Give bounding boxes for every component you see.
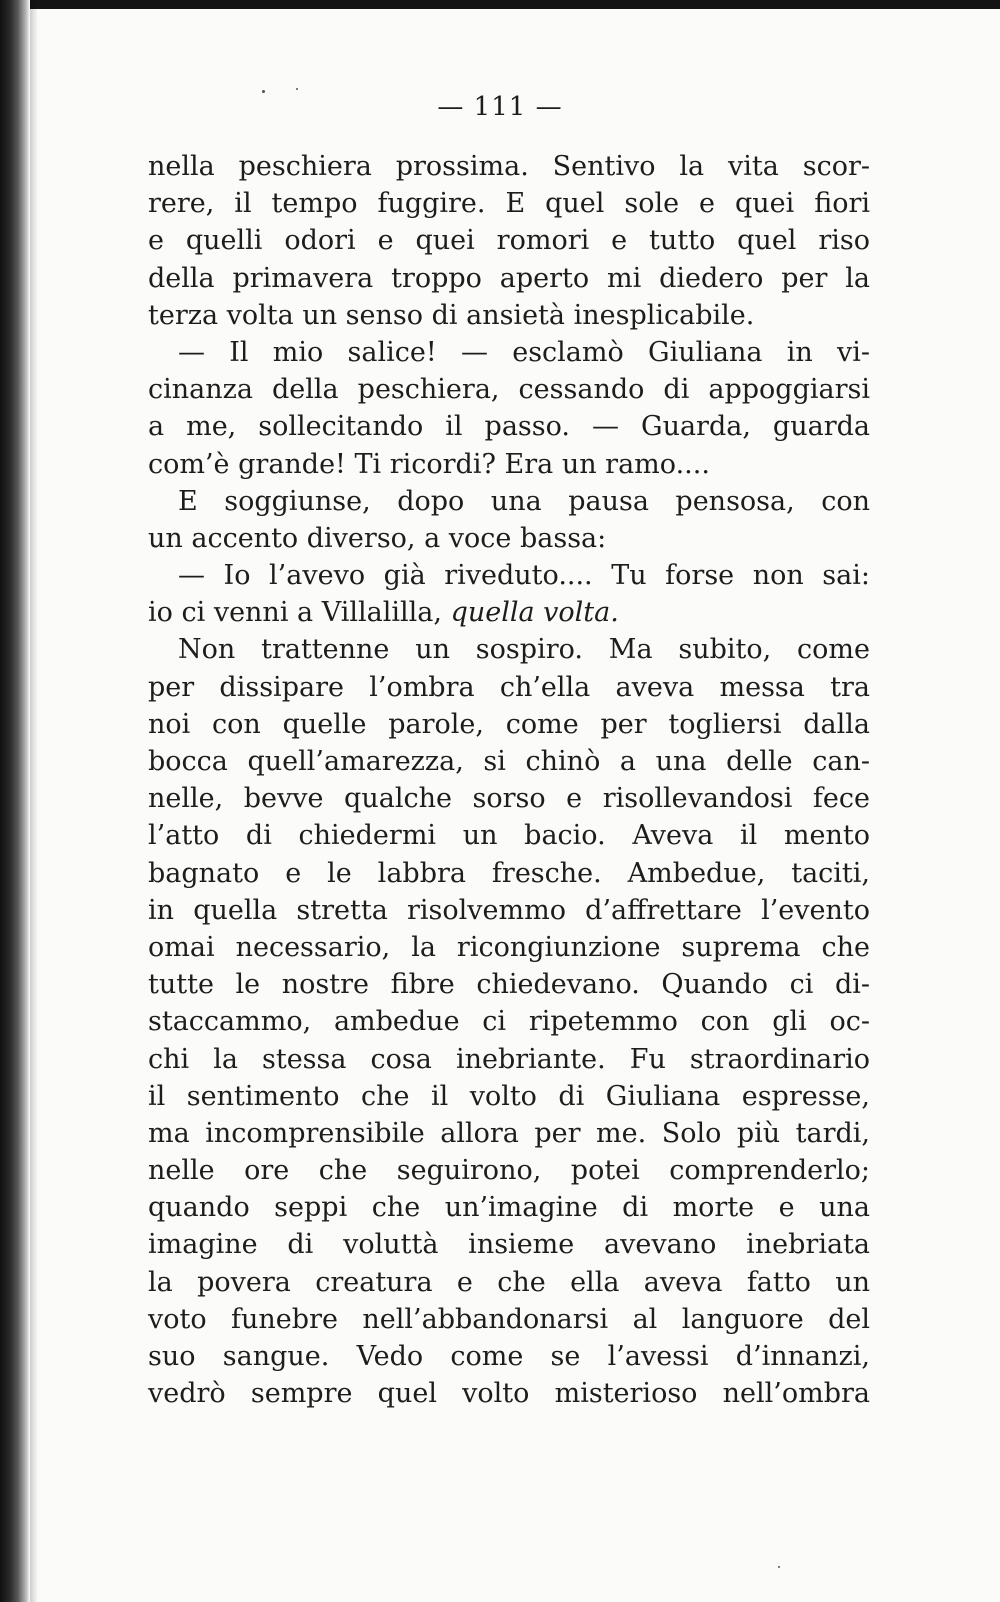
text-line: chi la stessa cosa inebriante. Fu straordinario bbox=[148, 1043, 870, 1075]
text-line: tutte le nostre fibre chiedevano. Quando ci di- bbox=[148, 969, 870, 1001]
text-line: un accento diverso, a voce bassa: bbox=[148, 522, 607, 554]
print-speck bbox=[296, 88, 298, 90]
text-line: omai necessario, la ricongiunzione suprema che bbox=[148, 931, 870, 963]
text-line: il sentimento che il volto di Giuliana espresse, bbox=[148, 1080, 870, 1112]
text-line: rere, il tempo fuggire. E quel sole e quei fiori bbox=[148, 188, 870, 220]
text-line: voto funebre nell’abbandonarsi al languore del bbox=[148, 1303, 870, 1335]
text-line: — Il mio salice! — esclamò Giuliana in vi- bbox=[178, 336, 870, 368]
book-gutter-shadow bbox=[0, 0, 30, 1602]
text-line: quando seppi che un’imagine di morte e una bbox=[148, 1192, 870, 1224]
text-line: in quella stretta risolvemmo d’affrettare l’evento bbox=[148, 894, 870, 926]
italic-phrase: quella volta. bbox=[450, 597, 619, 629]
text-line: la povera creatura e che ella aveva fatto un bbox=[148, 1266, 870, 1298]
text-line: noi con quelle parole, come per togliersi dalla bbox=[148, 708, 870, 740]
text-line-with-italic bbox=[148, 594, 870, 631]
text-line: bagnato e le labbra fresche. Ambedue, taciti, bbox=[148, 857, 870, 889]
text-line: com’è grande! Ti ricordi? Era un ramo.... bbox=[148, 448, 710, 480]
text-line: nelle, bevve qualche sorso e risollevandosi fece bbox=[148, 783, 870, 815]
text-line: suo sangue. Vedo come se l’avessi d’innanzi, bbox=[148, 1341, 870, 1372]
text-segment: io ci venni a Villalilla, bbox=[148, 597, 442, 629]
text-line: staccammo, ambedue ci ripetemmo con gli oc- bbox=[148, 1006, 870, 1038]
text-line: nelle ore che seguirono, potei comprenderlo; bbox=[148, 1155, 870, 1187]
text-line: della primavera troppo aperto mi diedero per la bbox=[148, 262, 870, 294]
text-line: imagine di voluttà insieme avevano inebriata bbox=[148, 1229, 870, 1261]
print-speck bbox=[778, 1566, 780, 1568]
text-line: e quelli odori e quei romori e tutto quel riso bbox=[148, 225, 870, 257]
text-line: bocca quell’amarezza, si chinò a una delle can- bbox=[148, 746, 870, 777]
body-text bbox=[148, 148, 870, 1412]
text-line: — Io l’avevo già riveduto.... Tu forse non sai: bbox=[178, 560, 870, 592]
text-line: terza volta un senso di ansietà inesplicabile. bbox=[148, 299, 755, 331]
text-line: cinanza della peschiera, cessando di appoggiarsi bbox=[148, 374, 870, 406]
text-line: vedrò sempre quel volto misterioso nell’ombra bbox=[148, 1378, 870, 1410]
gutter-fade bbox=[30, 0, 38, 1602]
scan-top-edge bbox=[0, 0, 1000, 9]
page-number: — 111 — bbox=[437, 92, 563, 122]
text-line: E soggiunse, dopo una pausa pensosa, con bbox=[178, 485, 870, 517]
text-line: per dissipare l’ombra ch’ella aveva messa tra bbox=[148, 671, 870, 703]
text-line: nella peschiera prossima. Sentivo la vita scor- bbox=[148, 151, 870, 182]
text-line: ma incomprensibile allora per me. Solo più tardi, bbox=[148, 1117, 870, 1149]
text-line: l’atto di chiedermi un bacio. Aveva il mento bbox=[148, 820, 870, 852]
text-line: a me, sollecitando il passo. — Guarda, guarda bbox=[148, 411, 870, 443]
text-line: Non trattenne un sospiro. Ma subito, come bbox=[178, 634, 870, 666]
